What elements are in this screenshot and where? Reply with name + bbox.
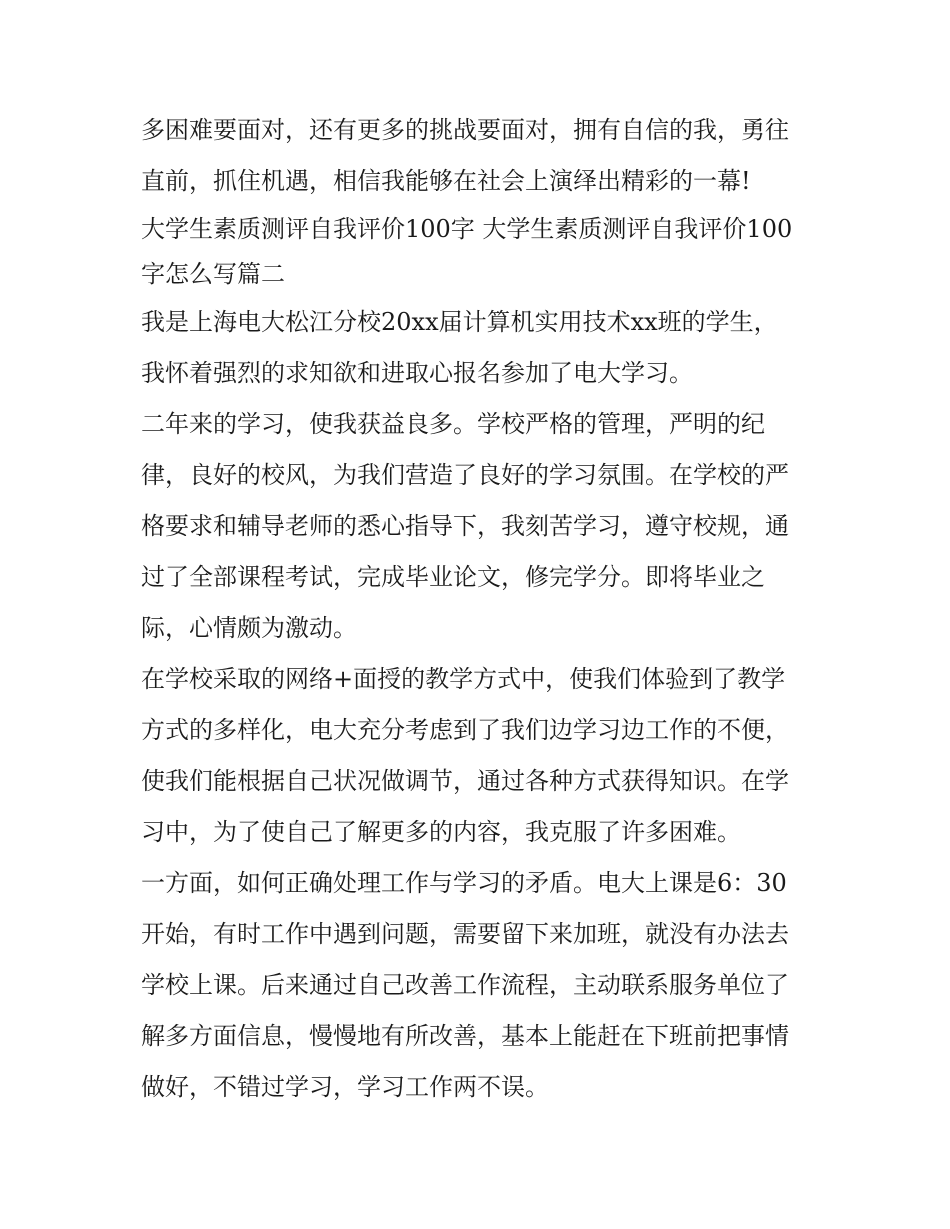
text-line: 直前，抓住机遇，相信我能够在社会上演绎出精彩的一幕! [141, 167, 751, 195]
text-line: 习中，为了使自己了解更多的内容，我克服了许多困难。 [141, 818, 741, 846]
text-line: 二年来的学习，使我获益良多。学校严格的管理，严明的纪 [141, 410, 765, 438]
text-line: 过了全部课程考试，完成毕业论文，修完学分。即将毕业之 [141, 563, 765, 591]
text-line: 使我们能根据自己状况做调节，通过各种方式获得知识。在学 [141, 767, 789, 795]
text-line: 解多方面信息，慢慢地有所改善，基本上能赶在下班前把事情 [141, 1022, 789, 1050]
text-line: 方式的多样化，电大充分考虑到了我们边学习边工作的不便， [141, 716, 789, 744]
text-line: 律，良好的校风，为我们营造了良好的学习氛围。在学校的严 [141, 461, 789, 489]
text-line: 学校上课。后来通过自己改善工作流程，主动联系服务单位了 [141, 971, 789, 999]
text-line: 多困难要面对，还有更多的挑战要面对，拥有自信的我，勇往 [141, 116, 789, 144]
text-line: 我是上海电大松江分校20xx届计算机实用技术xx班的学生， [141, 308, 778, 336]
text-line: 做好，不错过学习，学习工作两不误。 [141, 1073, 549, 1101]
text-line: 格要求和辅导老师的悉心指导下，我刻苦学习，遵守校规，通 [141, 512, 789, 540]
document-body [141, 105, 813, 1113]
text-line: 开始，有时工作中遇到问题，需要留下来加班，就没有办法去 [141, 920, 789, 948]
text-line: 我怀着强烈的求知欲和进取心报名参加了电大学习。 [141, 359, 693, 387]
text-line: 一方面，如何正确处理工作与学习的矛盾。电大上课是6：30 [141, 869, 787, 897]
text-line: 在学校采取的网络+面授的教学方式中，使我们体验到了教学 [141, 665, 786, 693]
text-line: 际，心情颇为激动。 [141, 614, 357, 642]
section-heading-line: 字怎么写篇二 [141, 260, 285, 288]
section-heading-line: 大学生素质测评自我评价100字 大学生素质测评自我评价100 [141, 215, 793, 243]
